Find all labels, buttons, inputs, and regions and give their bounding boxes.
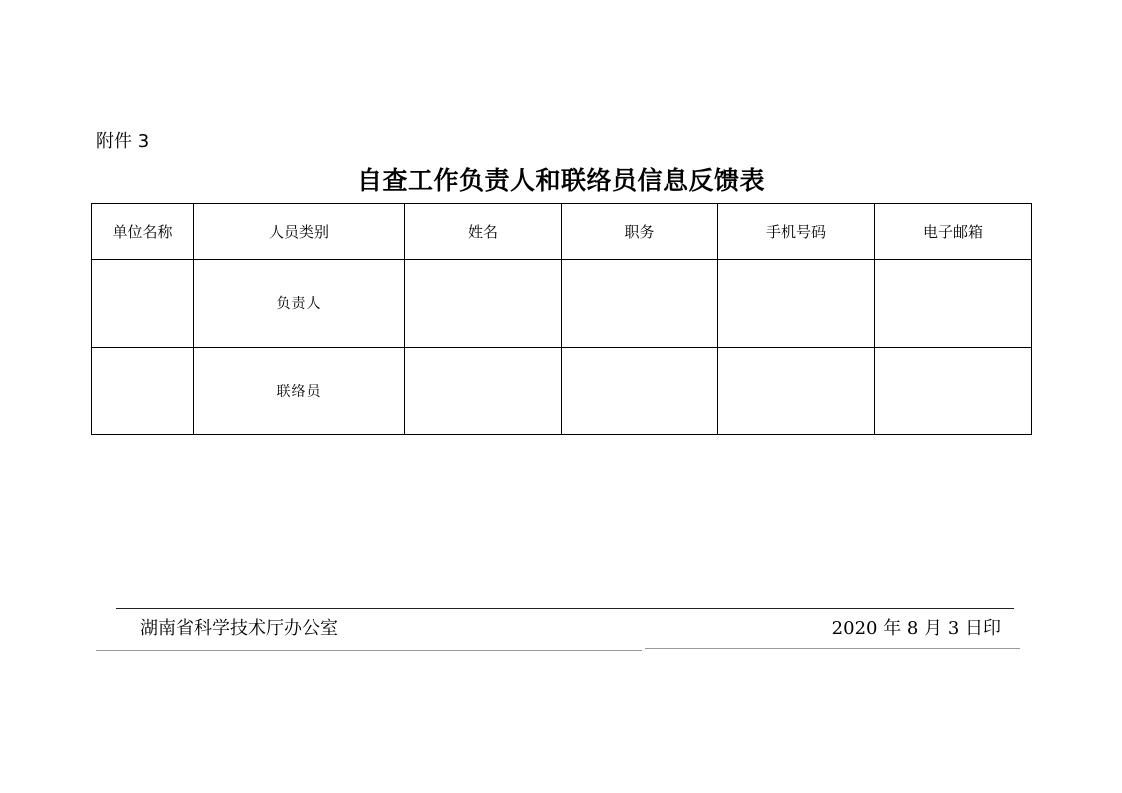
footer-issuing-office: 湖南省科学技术厅办公室: [140, 618, 338, 639]
cell-mobile: [718, 347, 875, 435]
footer-top-rule: [116, 608, 1014, 609]
footer-bottom-rule-right: [645, 648, 1020, 649]
feedback-table: [91, 203, 1032, 435]
cell-unit-name: [92, 260, 194, 348]
footer-print-date: 2020 年 8 月 3 日印: [831, 618, 1001, 639]
cell-position: [562, 347, 718, 435]
header-mobile: 手机号码: [718, 204, 875, 260]
cell-unit-name: [92, 347, 194, 435]
table-header-row: [92, 204, 1032, 260]
cell-personnel-type: 联络员: [194, 347, 405, 435]
header-name: 姓名: [405, 204, 562, 260]
cell-email: [875, 347, 1032, 435]
header-personnel-type: 人员类别: [194, 204, 405, 260]
cell-position: [562, 260, 718, 348]
page-title: 自查工作负责人和联络员信息反馈表: [356, 166, 765, 195]
header-email: 电子邮箱: [875, 204, 1032, 260]
header-position: 职务: [562, 204, 718, 260]
cell-name: [405, 260, 562, 348]
cell-mobile: [718, 260, 875, 348]
attachment-label: 附件 3: [96, 131, 150, 152]
cell-email: [875, 260, 1032, 348]
table-row: [92, 347, 1032, 435]
table-row: [92, 260, 1032, 348]
cell-name: [405, 347, 562, 435]
header-unit-name: 单位名称: [92, 204, 194, 260]
footer-bottom-rule-left: [96, 650, 642, 651]
cell-personnel-type: 负责人: [194, 260, 405, 348]
